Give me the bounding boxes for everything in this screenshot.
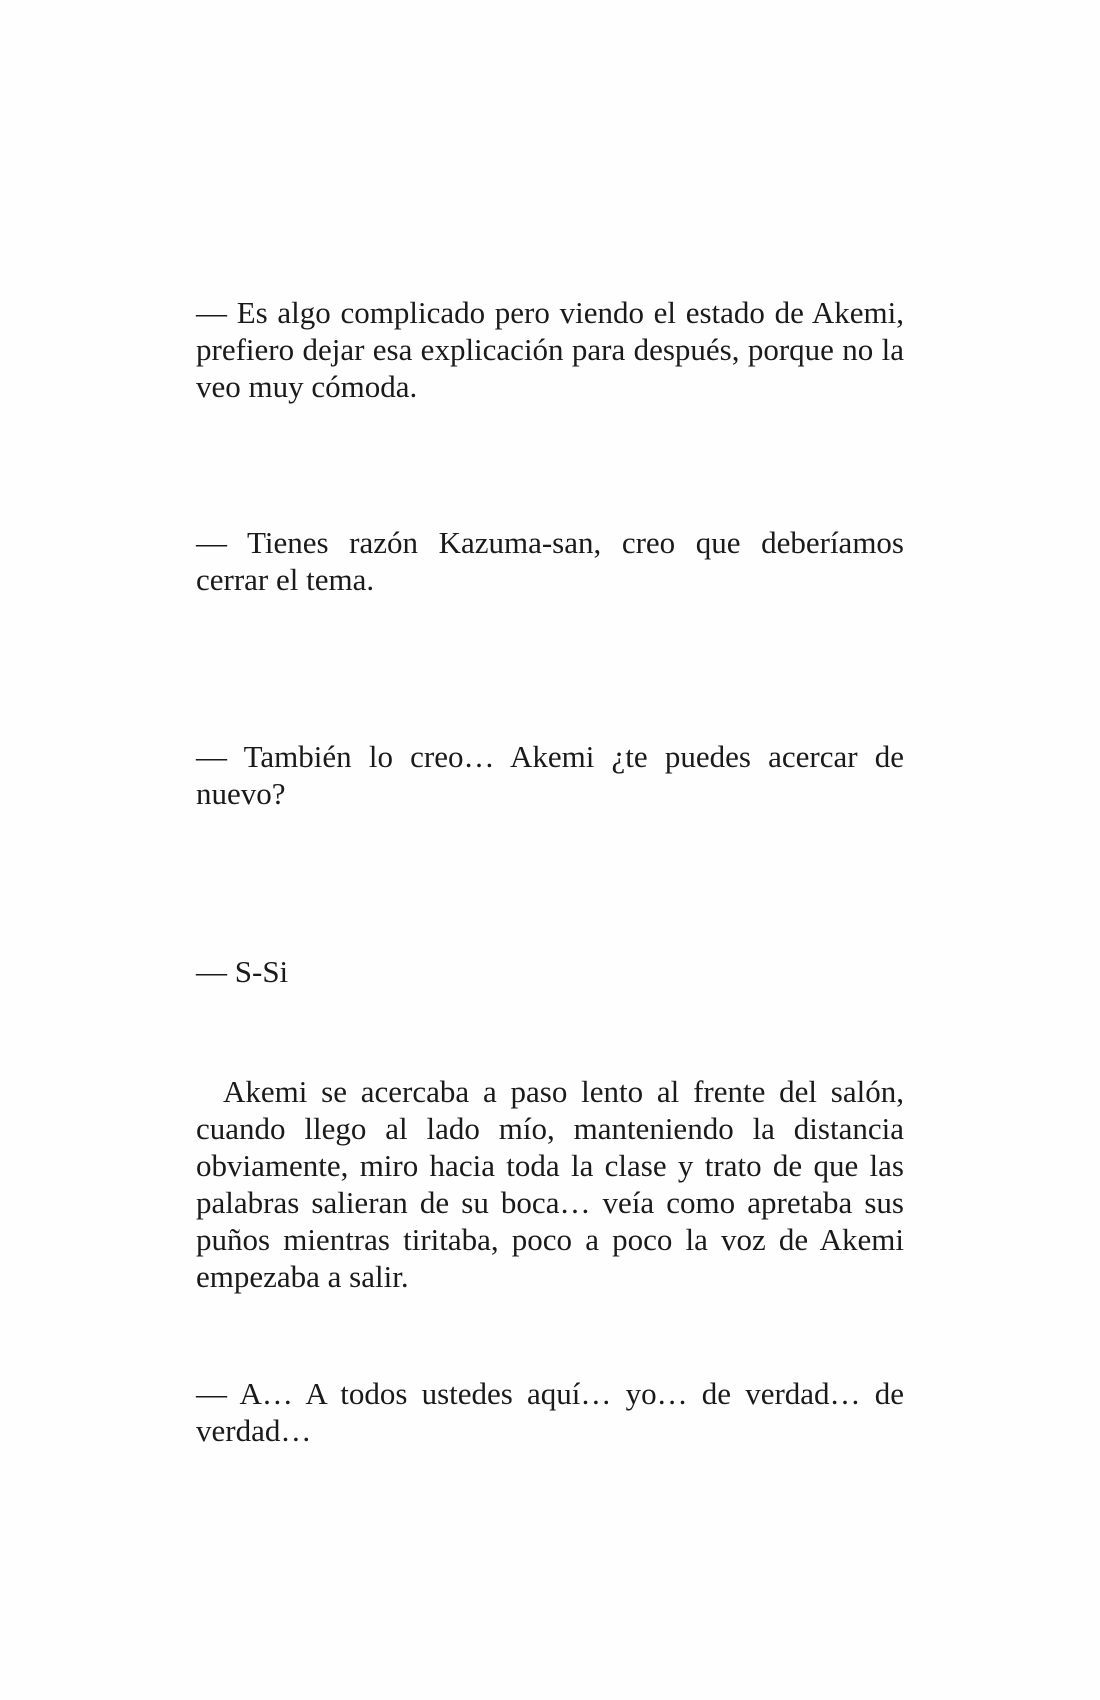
dialogue-paragraph: — Es algo complicado pero viendo el estado de Akemi, prefiero dejar esa explicación para después, porque no la veo muy cómoda. (196, 295, 904, 404)
dialogue-paragraph: — S-Si (196, 954, 289, 989)
dialogue-paragraph: — También lo creo… Akemi ¿te puedes acercar de nuevo? (196, 739, 904, 811)
narration-paragraph: Akemi se acercaba a paso lento al frente del salón, cuando llego al lado mío, manteniendo la distancia obviamente, miro hacia toda la clase y trato de que las palabras salieran de su boca… veía como apretaba sus puños mientras tiritaba, poco a poco la voz de Akemi empezaba a salir. (196, 1074, 904, 1294)
dialogue-paragraph: — A… A todos ustedes aquí… yo… de verdad… de verdad… (196, 1376, 904, 1448)
dialogue-paragraph: — Tienes razón Kazuma-san, creo que deberíamos cerrar el tema. (196, 525, 904, 597)
